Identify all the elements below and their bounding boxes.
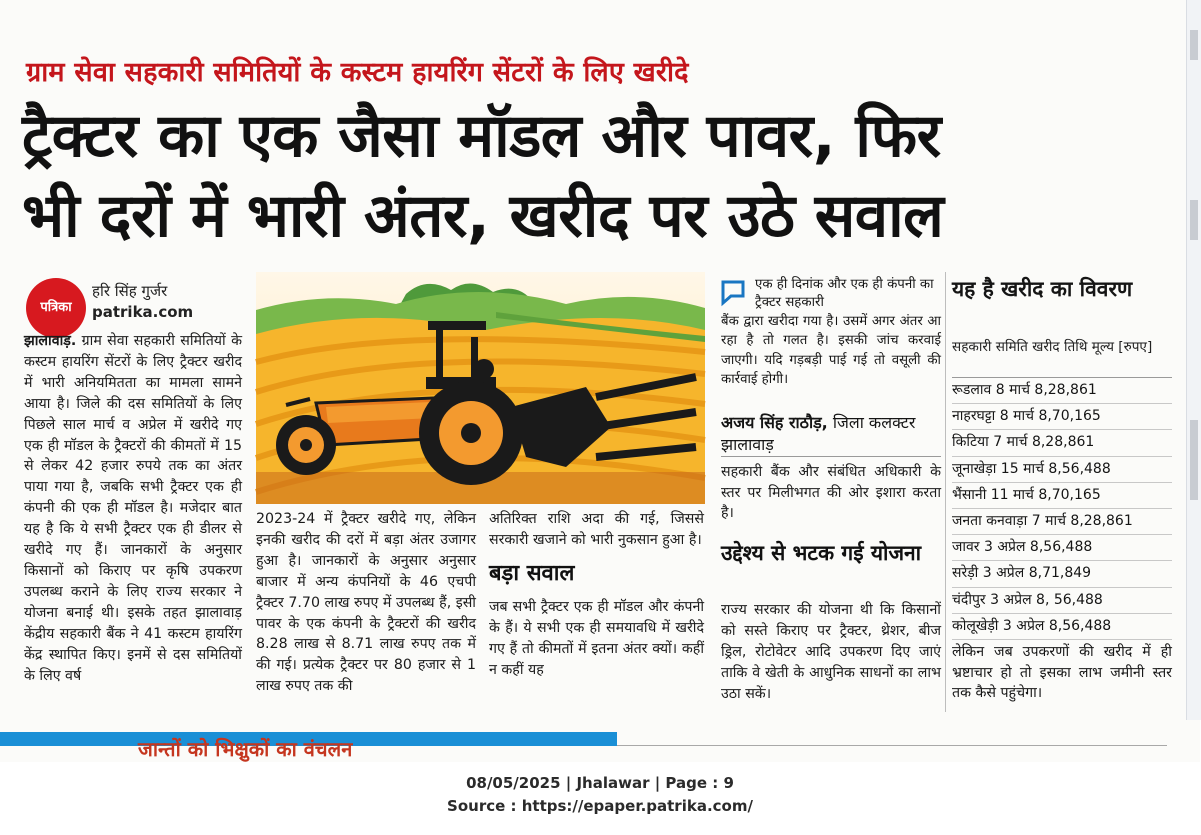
table-row: जूनाखेड़ा 15 मार्च 8,56,488 — [952, 457, 1172, 483]
source-footer — [0, 762, 1200, 835]
quote-text-top: एक ही दिनांक और एक ही कंपनी का ट्रैक्टर सहकारी — [755, 277, 934, 311]
column-text: सहकारी बैंक और संबंधित अधिकारी के स्तर पर मिलीभगत की ओर इशारा करता है। — [721, 464, 941, 521]
quote-author-title: जिला कलक्टर झालावाड़ — [721, 413, 916, 454]
article-column-3 — [489, 509, 704, 709]
table-row: रूडलाव 8 मार्च 8,28,861 — [952, 378, 1172, 404]
quote-icon — [721, 280, 745, 304]
table-row: जावर 3 अप्रेल 8,56,488 — [952, 535, 1172, 561]
purchase-box-footer: लेकिन जब उपकरणों की खरीद में ही भ्रष्टाचार हो तो इसका लाभ जमीनी स्तर तक कैसे पहुंचेगा। — [952, 644, 1172, 701]
edge-mark — [1190, 200, 1198, 240]
article-column-4 — [721, 462, 941, 569]
author-site: patrika.com — [92, 303, 194, 321]
logo-text: पत्रिका — [40, 300, 72, 315]
table-row: किटिया 7 मार्च 8,28,861 — [952, 430, 1172, 456]
next-story-teaser: जान्तों को भिक्षुकों का वंचलन — [138, 737, 353, 761]
table-row: चंदीपुर 3 अप्रेल 8, 56,488 — [952, 588, 1172, 614]
author-name: हरि सिंह गुर्जर — [92, 282, 168, 300]
edition-info: 08/05/2025 | Jhalawar | Page : 9 — [466, 774, 734, 792]
headline-line-2: भी दरों में भारी अंतर, खरीद पर उठे सवाल — [22, 181, 944, 251]
source-link[interactable]: Source : https://epaper.patrika.com/ — [447, 797, 753, 815]
purchase-table — [952, 378, 1172, 640]
table-row: नाहरघट्टा 8 मार्च 8,70,165 — [952, 404, 1172, 430]
quote-text: बैंक द्वारा खरीदा गया है। उसमें अगर अंतर आ रहा है तो गलत है। इसकी जांच करवाई जाएगी। यदि गड़बड़ी पाई गई तो वसूली की कार्रवाई होगी। — [721, 314, 941, 388]
column-text: जब सभी ट्रैक्टर एक ही मॉडल और कंपनी के हैं। ये सभी एक ही समयावधि में खरीदे गए हैं तो कीमतों में इतना अंतर क्यों। कहीं न कहीं यह — [489, 598, 704, 678]
purchase-box-header: सहकारी समिति खरीद तिथि मूल्य [रुपए] — [952, 339, 1153, 355]
table-row: कोलूखेड़ी 3 अप्रेल 8,56,488 — [952, 614, 1172, 640]
divider — [721, 456, 941, 457]
quote-author-name: अजय सिंह राठौड़, — [721, 413, 828, 432]
column-text: ग्राम सेवा सहकारी समितियों के कस्टम हायरिंग सेंटरों के लिए ट्रैक्टर खरीद में भारी अनियमितता का मामला सामने आया है। जिले की दस समितियों के लिए पिछले साल मार्च व अप्रेल में खरीदे गए एक ही मॉडल के ट्रैक्टरों की कीमतों में 15 से लेकर 42 हजार रुपये तक का अंतर पाया गया है, जबकि सभी ट्रैक्टर एक ही कंपनी की एक ही मॉडल है। मजेदार बात यह है कि ये सभी ट्रैक्टर एक ही डीलर से खरीदे गए हैं। जानकारों के अनुसार किसानों को किराए पर कृषि उपकरण उपलब्ध कराने के लिए राज्य सरकार ने योजना बनाई थी। इसके तहत झालावाड़ केंद्रीय सहकारी बैंक ने 41 कस्टम हायरिंग केंद्र स्थापित किए। इनमें से दस समितियों के लिए वर्ष — [24, 333, 242, 684]
headline-line-1: ट्रैक्टर का एक जैसा मॉडल और पावर, फिर — [22, 101, 941, 171]
article-column-5: राज्य सरकार की योजना थी कि किसानों को सस्ते किराए पर ट्रैक्टर, थ्रेशर, बीज ड्रिल, रोटोवेटर आदि उपकरण दिए जाएं ताकि वे खेती के आधुनिक साधनों का लाभ उठा सकें। — [721, 602, 941, 702]
table-row: सरेड़ी 3 अप्रेल 8,71,849 — [952, 561, 1172, 587]
column-divider — [945, 272, 946, 712]
column-text: अतिरिक्त राशि अदा की गई, जिससे सरकारी खजाने को भारी नुकसान हुआ है। — [489, 511, 704, 548]
tractor-illustration-svg — [256, 272, 705, 504]
divider — [617, 745, 1167, 746]
edge-mark — [1190, 30, 1198, 60]
subhead-bada-sawal: बड़ा सवाल — [489, 560, 575, 586]
kicker-headline: ग्राम सेवा सहकारी समितियों के कस्टम हायरिंग सेंटरों के लिए खरीदे — [26, 57, 689, 88]
quote-author — [721, 412, 941, 456]
tractor-illustration — [256, 272, 705, 504]
table-row: जनता कनवाड़ा 7 मार्च 8,28,861 — [952, 509, 1172, 535]
article-column-2: 2023-24 में ट्रैक्टर खरीदे गए, लेकिन इनकी खरीद की दरों में बड़ा अंतर उजागर हुआ है। जानकारों के अनुसार अनुसार बाजार में अन्य कंपनियों के 46 एचपी ट्रैक्टर 7.70 लाख रुपए में उपलब्ध हैं, इसी पावर के एक कंपनी के ट्रैक्टरों की खरीद 8.28 लाख से 8.71 लाख रुपए तक में की गई। प्रत्येक ट्रैक्टर पर 80 हजार से 1 लाख रुपए तक की — [256, 511, 476, 695]
purchase-box-title: यह है खरीद का विवरण — [952, 277, 1133, 301]
edge-mark — [1190, 420, 1198, 500]
patrika-logo — [26, 278, 86, 338]
subhead-objective: उद्देश्य से भटक गई योजना — [721, 540, 922, 565]
article-column-1 — [24, 331, 242, 711]
next-story-banner — [0, 732, 617, 761]
dateline: झालावाड़. — [24, 333, 77, 349]
main-headline — [22, 96, 1172, 256]
adjacent-page-edge — [1186, 0, 1201, 720]
table-row: भैंसानी 11 मार्च 8,70,165 — [952, 483, 1172, 509]
